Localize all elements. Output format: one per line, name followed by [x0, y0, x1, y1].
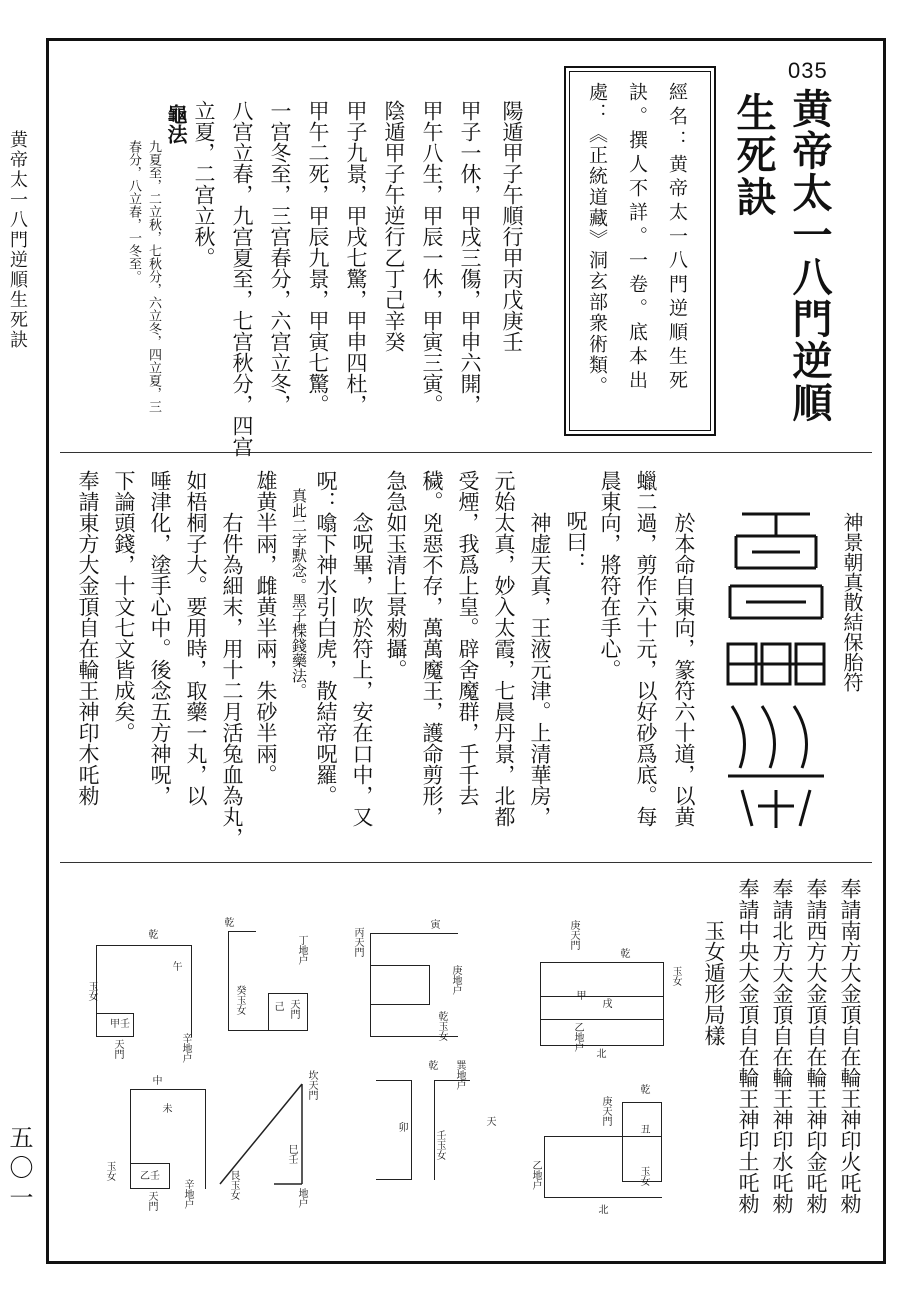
- diagram-8: [530, 1080, 690, 1220]
- d8-yidihu: 乙地户: [530, 1160, 541, 1190]
- top-text-7: 一宫冬至，三宫春分，六宫立冬，: [268, 100, 292, 415]
- d3-yunv: 乾玉女: [436, 1011, 447, 1041]
- middle-text-16: 唾津化，塗手心中。後念五方神呪，: [148, 470, 172, 806]
- d2-dihu: 丁地户: [296, 935, 307, 965]
- d6-genyunv: 艮玉女: [228, 1170, 239, 1200]
- d4-yidihu: 乙地户: [572, 1022, 583, 1052]
- diagram-3: [340, 915, 490, 1055]
- top-text-8: 八宫立春，九宫夏至，七宫秋分，四宫: [230, 100, 254, 457]
- d4-jia: 甲: [574, 990, 585, 1000]
- top-text-9: 立夏，二宫立秋。: [192, 100, 216, 268]
- d6-tianmen: 坎天門: [306, 1070, 317, 1100]
- d8-gengtianmen: 庚天門: [600, 1096, 611, 1126]
- d7-dihu: 巽地户: [454, 1060, 465, 1090]
- diagram-5: [84, 1075, 214, 1220]
- d5-wei: 未: [160, 1103, 171, 1113]
- d2-ji: 己: [272, 1001, 283, 1011]
- d4-yunv: 玉女: [670, 966, 681, 986]
- d2-tianmen: 天門: [288, 999, 299, 1019]
- d3-yin: 寅: [428, 919, 439, 929]
- middle-text-14: 右件為細末，用十二月活兔血為丸，: [220, 512, 244, 848]
- d6-dihu: 地户: [296, 1188, 307, 1208]
- middle-text-5: 神虚天真，王液元津。上清華房，: [528, 512, 552, 827]
- diagram-2: [212, 915, 332, 1045]
- top-text-1: 陽遁甲子午順行甲丙戊庚壬: [500, 100, 524, 352]
- top-text-6: 甲午二死，甲辰九景，甲寅七驚。: [306, 100, 330, 415]
- talisman-seal-drawing: [722, 506, 830, 836]
- gui-fa-line-2: 春分，八立春，一冬至。: [126, 140, 141, 283]
- d4-xu: 戌: [600, 998, 611, 1008]
- d4-mark: 乾: [618, 948, 629, 958]
- d1-yunv: 玉女: [86, 981, 97, 1001]
- d8-chou: 丑: [638, 1124, 649, 1134]
- bottom-text-2: 奉請西方大金頂自在輪王神印金吒勑: [804, 878, 828, 1214]
- diagram-7: [370, 1060, 500, 1190]
- page-number: 五〇一: [5, 1125, 33, 1215]
- gui-fa-line-1: 九夏至，二立秋，七秋分，六立冬，四立夏，三: [146, 140, 161, 413]
- middle-text-8: 穢。兇惡不存，萬萬魔王，護命剪形，: [420, 470, 444, 827]
- info-line-2: 訣。撰人不詳。一卷。底本出: [626, 82, 648, 394]
- middle-text-7: 受煙，我爲上皇。辟舍魔群，千千去: [456, 470, 480, 806]
- d3-bingtianmen: 丙天門: [352, 927, 363, 957]
- diagram-1: [84, 925, 204, 1063]
- d8-yunv: 玉女: [638, 1166, 649, 1186]
- middle-text-18: 奉請東方大金頂自在輪王神印木吒勑: [76, 470, 100, 806]
- d8-bei: 北: [596, 1204, 607, 1214]
- d1-wu: 午: [170, 961, 181, 971]
- entry-title-line1: 黄帝太一八門逆順: [786, 88, 833, 424]
- d8-mark: 乾: [638, 1084, 649, 1094]
- top-text-5: 甲子九景，甲戌七驚，甲申四杜，: [344, 100, 368, 415]
- d7-tian: 天: [484, 1116, 495, 1126]
- d7-mark: 乾: [426, 1060, 437, 1070]
- middle-text-2: 蠟二過，剪作六十元，以好砂爲底。每: [634, 470, 658, 827]
- d7-mao: 卯: [396, 1122, 407, 1132]
- d5-xindihu: 辛地户: [182, 1179, 193, 1209]
- middle-text-15: 如梧桐子大。要用時，取藥一丸，以: [184, 470, 208, 806]
- d7-renyunv: 壬玉女: [434, 1130, 445, 1160]
- d1-jiashen: 甲壬: [110, 1019, 130, 1030]
- d6-siren: 巳壬: [286, 1144, 297, 1164]
- info-line-3: 處：《正統道藏》洞玄部衆術類。: [586, 82, 608, 397]
- bottom-text-1: 奉請南方大金頂自在輪王神印火吒勑: [838, 878, 862, 1214]
- info-line-1: 經名：黄帝太一八門逆順生死: [666, 82, 688, 394]
- middle-text-17: 下論頭錢，十文七文皆成矣。: [112, 470, 136, 743]
- middle-text-6: 元始太真，妙入太霞，七晨丹景，北都: [492, 470, 516, 827]
- d5-yiren: 乙壬: [140, 1171, 160, 1182]
- d2-mark: 乾: [222, 917, 233, 927]
- top-text-3: 甲午八生，甲辰一休，甲寅三寅。: [420, 100, 444, 415]
- running-head: 黄帝太一八門逆順生死訣: [7, 130, 28, 350]
- diagram-6: [216, 1070, 336, 1210]
- entry-title-line2: 生死訣: [730, 92, 777, 218]
- bottom-text-3: 奉請北方大金頂自在輪王神印水吒勑: [770, 878, 794, 1214]
- bottom-text-4: 奉請中央大金頂自在輪王神印土吒勑: [736, 878, 760, 1214]
- middle-text-13: 雄黄半兩，雌黄半兩，朱砂半兩。: [254, 470, 278, 785]
- middle-text-9: 急急如玉清上景勑攝。: [384, 470, 408, 680]
- top-text-4: 陰遁甲子午逆行乙丁己辛癸: [382, 100, 406, 352]
- d5-tianmen: 天門: [146, 1191, 157, 1211]
- d4-gengtianmen: 庚天門: [568, 920, 579, 950]
- middle-text-12: 真此二字默念。黑子楪錢藥法。: [290, 488, 308, 698]
- middle-text-10: 念呪畢，吹於符上，安在口中，又: [350, 512, 374, 827]
- middle-text-4: 呪曰：: [564, 510, 588, 573]
- d1-xindihu: 辛地户: [180, 1033, 191, 1063]
- middle-text-11: 呪：噏下神水引白虎，散結帝呪羅。: [314, 470, 338, 806]
- bottom-text-5: 玉女遁形局樣: [702, 920, 726, 1046]
- d2-guiyunv: 癸玉女: [234, 985, 245, 1015]
- entry-number: 035: [788, 58, 828, 83]
- middle-text-1: 於本命自東向，篆符六十道，以黄: [672, 512, 696, 827]
- middle-text-3: 晨東向，將符在手心。: [598, 470, 622, 680]
- d5-zhong: 中: [150, 1075, 161, 1085]
- d1-tianmen: 天門: [112, 1039, 123, 1059]
- section-divider-bottom: [60, 862, 872, 863]
- d1-mark: 乾: [146, 929, 157, 939]
- talisman-title: 神景朝真散結保胎符: [840, 512, 864, 692]
- talisman-glyph: [722, 506, 830, 836]
- diagram-4: [530, 910, 690, 1060]
- top-text-2: 甲子一休，甲戌三傷，甲申六開，: [458, 100, 482, 415]
- d3-dihu: 庚地户: [450, 965, 461, 995]
- d5-yunv: 玉女: [104, 1161, 115, 1181]
- section-divider-top: [60, 452, 872, 453]
- gui-fa-heading: 龜法: [164, 104, 188, 144]
- d4-bei: 北: [594, 1048, 605, 1058]
